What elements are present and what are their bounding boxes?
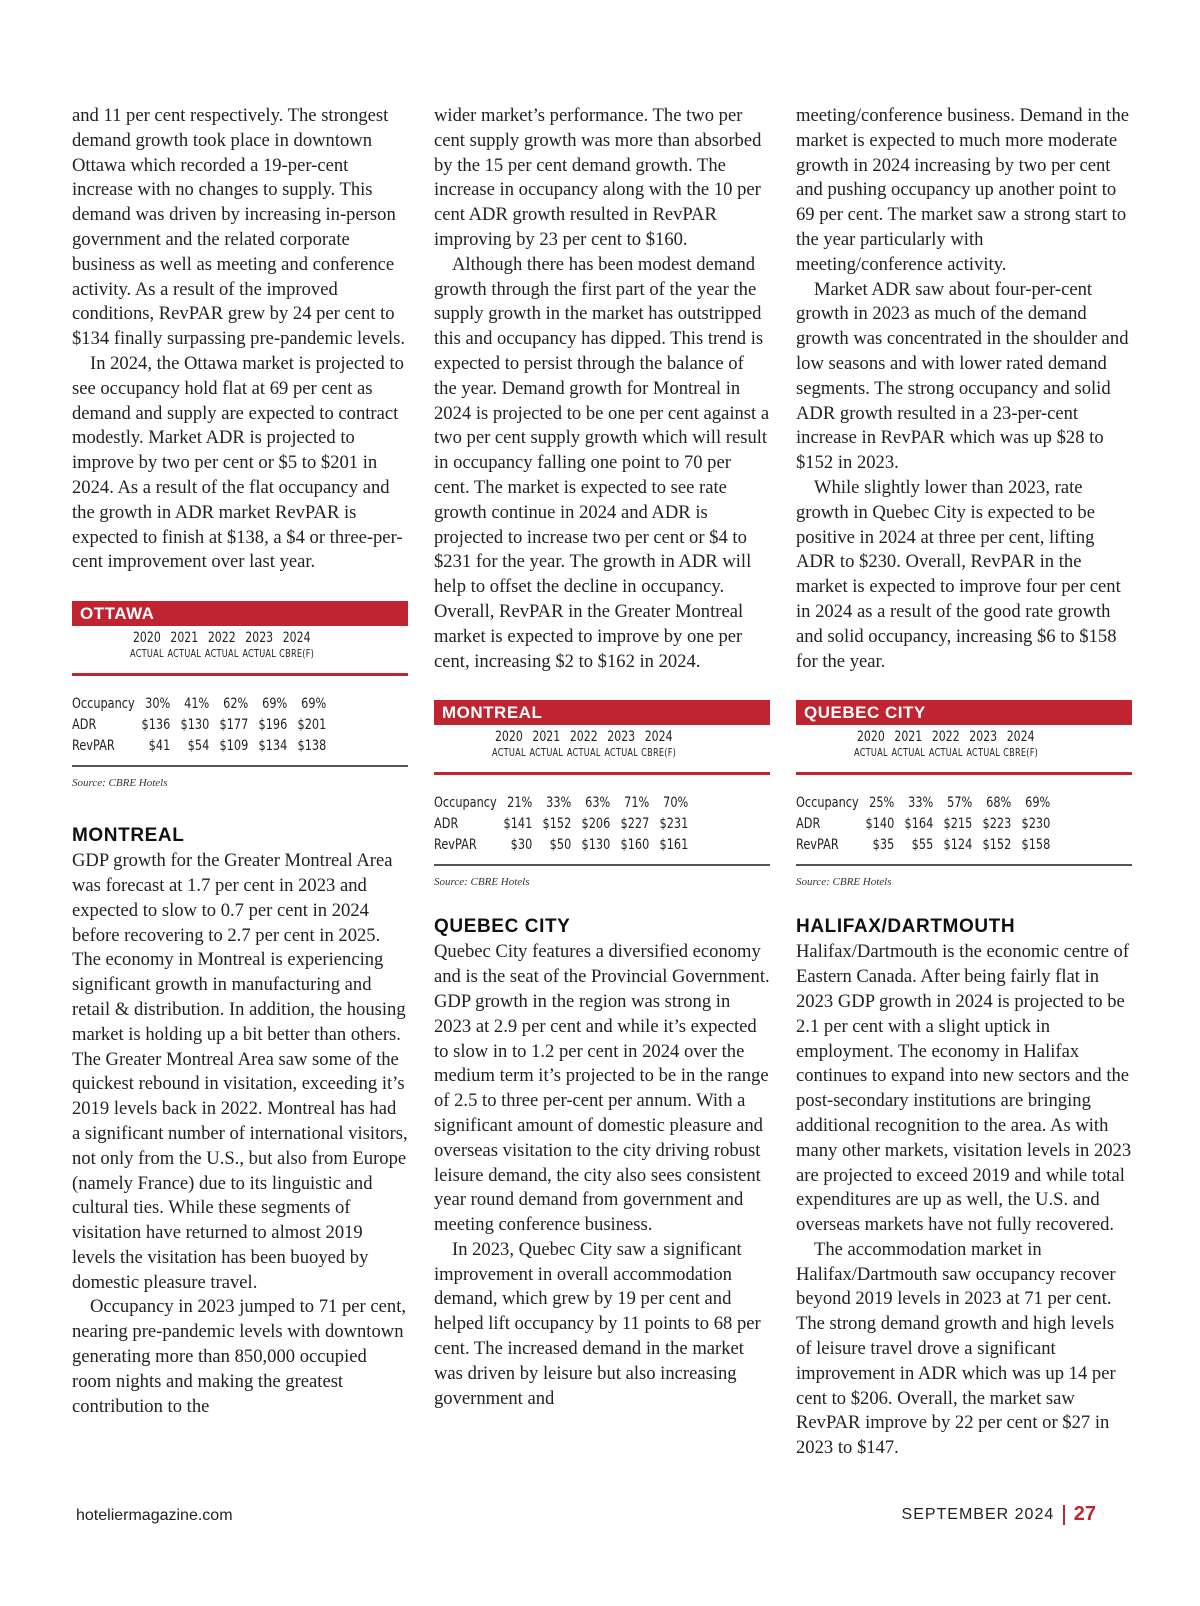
table-cell: $30 xyxy=(510,837,533,854)
table-row xyxy=(72,694,334,715)
table-cell: $196 xyxy=(258,717,288,734)
table-cell: $164 xyxy=(904,816,934,833)
table-year: 2023 xyxy=(969,729,998,746)
table-year: 2022 xyxy=(931,729,960,746)
column-1 xyxy=(72,104,408,1419)
table-row xyxy=(72,736,334,757)
table-label-row xyxy=(796,747,1058,762)
row-label: ADR xyxy=(434,816,459,833)
table-year: 2024 xyxy=(282,630,311,647)
table-cell: $134 xyxy=(258,738,288,755)
section-heading: MONTREAL xyxy=(72,825,185,847)
table-cell: $161 xyxy=(659,837,689,854)
table-bottom-rule xyxy=(796,864,1132,866)
paragraph: Quebec City features a diversified economy and is the seat of the Provincial Government. GDP growth in the region was strong in 2023 at 2.9 per cent and while it’s expected to slow in to 1.2 per cent in 2024 over the medium term it’s projected to be in the range of 2.5 to three per-cent per annum. With a significant amount of domestic pleasure and overseas visitation to the city driving robust leisure demand, the city also sees consistent year round demand from government and meeting conference business. xyxy=(434,941,770,1236)
table-row xyxy=(796,835,1058,856)
table-row xyxy=(434,814,696,835)
paragraph: Market ADR saw about four-per-cent growth in 2023 as much of the demand growth was concentrated in the shoulder and low seasons and with lower rated demand segments. The strong occupancy and solid ADR growth resulted in a 23-per-cent increase in RevPAR which was up $28 to $152 in 2023. xyxy=(796,278,1129,474)
table-cell: $201 xyxy=(297,717,327,734)
paragraph: Occupancy in 2023 jumped to 71 per cent, nearing pre-pandemic levels with downtown generating more than 850,000 occupied room nights and making the greatest contribution to the xyxy=(72,1296,407,1417)
table-cell: 69% xyxy=(301,696,327,713)
table-cell: $152 xyxy=(542,816,572,833)
footer-date: SEPTEMBER 2024 xyxy=(901,1505,1055,1523)
table-cell: $206 xyxy=(581,816,611,833)
row-label: Occupancy xyxy=(72,696,135,713)
table-row xyxy=(72,715,334,736)
paragraph: While slightly lower than 2023, rate growth in Quebec City is expected to be positive in 2024 at three per cent, lifting ADR to $230. Overall, RevPAR in the market is expected to improve four per cent in 2024 as a result of the good rate growth and solid occupancy, increasing $6 to $158 for the year. xyxy=(796,476,1121,672)
table-col-label: ACTUAL xyxy=(130,648,164,661)
table-row xyxy=(796,814,1058,835)
table-year-row xyxy=(796,729,1058,747)
footer-issue xyxy=(902,1503,1096,1526)
table-year: 2024 xyxy=(1006,729,1035,746)
table-source: Source: CBRE Hotels xyxy=(72,777,168,790)
paragraph: GDP growth for the Greater Montreal Area was forecast at 1.7 per cent in 2023 and expected to slow to 0.7 per cent in 2024 before recovering to 2.7 per cent in 2025. The economy in Montreal is experiencing significant growth in manufacturing and retail & distribution. In addition, the housing market is holding up a bit better than others. The Greater Montreal Area saw some of the quickest rebound in visitation, exceeding it’s 2019 levels back in 2022. Montreal has had a significant number of international visitors, not only from the U.S., but also from Europe (namely France) due to its linguistic and cultural ties. While these segments of visitation have returned to almost 2019 levels the visitation has been buoyed by domestic pleasure travel. xyxy=(72,850,408,1293)
table-year: 2020 xyxy=(132,630,161,647)
row-label: Occupancy xyxy=(796,795,859,812)
montreal-table xyxy=(434,700,770,888)
table-col-label: ACTUAL xyxy=(167,648,202,661)
table-col-label: ACTUAL xyxy=(966,747,1001,760)
quebec-city-table xyxy=(796,700,1132,888)
paragraph: wider market’s performance. The two per cent supply growth was more than absorbed by the 15 per cent demand growth. The increase in occupancy along with the 10 per cent ADR growth resulted in RevPAR improving by 23 per cent to $160. xyxy=(434,105,762,250)
footer-website[interactable]: hoteliermagazine.com xyxy=(76,1507,233,1524)
table-cell: 21% xyxy=(507,795,533,812)
paragraph: In 2023, Quebec City saw a significant improvement in overall accommodation demand, which grew by 19 per cent and helped lift occupancy by 11 points to 68 per cent. The increased demand in the market was driven by leisure but also increasing government and xyxy=(434,1238,761,1409)
column-3 xyxy=(796,104,1132,1461)
table-cell: $158 xyxy=(1021,837,1051,854)
table-year: 2022 xyxy=(569,729,598,746)
table-col-label: ACTUAL xyxy=(604,747,639,760)
paragraph: Halifax/Dartmouth is the economic centre of Eastern Canada. After being fairly flat in 2023 GDP growth in 2024 is projected to be 2.1 per cent with a slight uptick in employment. The economy in Halifax continues to expand into new sectors and the post-secondary institutions are bringing additional recognition to the area. As with many other markets, visitation levels in 2023 are projected to exceed 2019 and while total expenditures are up as well, the U.S. and overseas markets have not fully recovered. xyxy=(796,941,1132,1236)
table-cell: $215 xyxy=(943,816,973,833)
section-heading: HALIFAX/DARTMOUTH xyxy=(796,916,1016,938)
table-year: 2020 xyxy=(856,729,885,746)
paragraph: and 11 per cent respectively. The strongest demand growth took place in downtown Ottawa which recorded a 19-per-cent increase with no changes to supply. This demand was driven by increasing in-person government and the related corporate business as well as meeting and conference activity. As a result of the improved conditions, RevPAR grew by 24 per cent to $134 finally surpassing pre-pandemic levels. xyxy=(72,105,406,350)
table-year: 2021 xyxy=(532,729,561,746)
row-label: ADR xyxy=(72,717,97,734)
table-row xyxy=(434,793,696,814)
table-cell: $152 xyxy=(982,837,1012,854)
table-year-row xyxy=(434,729,696,747)
row-label: RevPAR xyxy=(72,738,115,755)
table-label-row xyxy=(72,648,334,663)
page-number: 27 xyxy=(1073,1503,1096,1525)
table-row xyxy=(434,835,696,856)
table-cell: 41% xyxy=(184,696,210,713)
table-cell: $54 xyxy=(187,738,210,755)
table-cell: $130 xyxy=(180,717,210,734)
table-year: 2020 xyxy=(494,729,523,746)
table-cell: 33% xyxy=(546,795,572,812)
table-row xyxy=(796,793,1058,814)
row-label: Occupancy xyxy=(434,795,497,812)
table-bottom-rule xyxy=(434,864,770,866)
table-cell: $177 xyxy=(219,717,249,734)
table-col-label: ACTUAL xyxy=(891,747,926,760)
table-col-label: CBRE(F) xyxy=(641,747,677,760)
table-source: Source: CBRE Hotels xyxy=(796,876,892,889)
table-rule xyxy=(796,772,1132,775)
table-cell: 57% xyxy=(947,795,973,812)
footer-divider xyxy=(1063,1505,1065,1525)
table-title: OTTAWA xyxy=(72,601,408,626)
table-year: 2022 xyxy=(207,630,236,647)
section-heading: QUEBEC CITY xyxy=(434,916,571,938)
table-cell: $223 xyxy=(982,816,1012,833)
table-col-label: ACTUAL xyxy=(204,648,239,661)
table-cell: $140 xyxy=(865,816,895,833)
table-year: 2024 xyxy=(644,729,673,746)
table-col-label: ACTUAL xyxy=(928,747,963,760)
table-cell: 70% xyxy=(663,795,689,812)
table-cell: $231 xyxy=(659,816,689,833)
column-2 xyxy=(434,104,770,1411)
table-col-label: ACTUAL xyxy=(854,747,888,760)
paragraph: meeting/conference business. Demand in the market is expected to much more moderate growth in 2024 increasing by two per cent and pushing occupancy up another point to 69 per cent. The market saw a strong start to the year particularly with meeting/conference activity. xyxy=(796,105,1130,275)
table-col-label: CBRE(F) xyxy=(1003,747,1039,760)
table-cell: 68% xyxy=(986,795,1012,812)
table-cell: $130 xyxy=(581,837,611,854)
table-cell: $109 xyxy=(219,738,249,755)
table-bottom-rule xyxy=(72,765,408,767)
table-cell: 63% xyxy=(585,795,611,812)
row-label: RevPAR xyxy=(796,837,839,854)
table-year: 2023 xyxy=(245,630,274,647)
paragraph: Although there has been modest demand growth through the first part of the year the supply growth in the market has outstripped this and occupancy has dipped. This trend is expected to persist through the balance of the year. Demand growth for Montreal in 2024 is projected to be one per cent against a two per cent supply growth which will result in occupancy falling one point to 70 per cent. The market is expected to see rate growth continue in 2024 and ADR is projected to increase two per cent or $4 to $231 for the year. The growth in ADR will help to offset the decline in occupancy. Overall, RevPAR in the Greater Montreal market is expected to improve by one per cent, increasing $2 to $162 in 2024. xyxy=(434,253,770,672)
table-cell: $141 xyxy=(503,816,533,833)
ottawa-table xyxy=(72,601,408,789)
paragraph: In 2024, the Ottawa market is projected to see occupancy hold flat at 69 per cent as demand and supply are expected to contract modestly. Market ADR is projected to improve by two per cent or $5 to $201 in 2024. As a result of the flat occupancy and the growth in ADR market RevPAR is expected to finish at $138, a $4 or three-per-cent improvement over last year. xyxy=(72,352,404,573)
table-rule xyxy=(72,673,408,676)
row-label: ADR xyxy=(796,816,821,833)
table-title: QUEBEC CITY xyxy=(796,700,1132,725)
table-label-row xyxy=(434,747,696,762)
table-cell: $227 xyxy=(620,816,650,833)
table-col-label: ACTUAL xyxy=(566,747,601,760)
table-cell: 62% xyxy=(223,696,249,713)
table-title: MONTREAL xyxy=(434,700,770,725)
table-cell: 25% xyxy=(869,795,895,812)
table-cell: 69% xyxy=(262,696,288,713)
table-cell: 33% xyxy=(908,795,934,812)
table-cell: $138 xyxy=(297,738,327,755)
table-cell: $41 xyxy=(148,738,171,755)
row-label: RevPAR xyxy=(434,837,477,854)
table-year: 2021 xyxy=(894,729,923,746)
table-cell: $50 xyxy=(549,837,572,854)
table-cell: $230 xyxy=(1021,816,1051,833)
table-cell: 71% xyxy=(624,795,650,812)
table-col-label: CBRE(F) xyxy=(279,648,315,661)
table-col-label: ACTUAL xyxy=(529,747,564,760)
table-year: 2023 xyxy=(607,729,636,746)
table-cell: $55 xyxy=(911,837,934,854)
table-year: 2021 xyxy=(170,630,199,647)
table-year-row xyxy=(72,630,334,648)
table-cell: $136 xyxy=(141,717,171,734)
table-cell: $124 xyxy=(943,837,973,854)
table-col-label: ACTUAL xyxy=(492,747,526,760)
table-rule xyxy=(434,772,770,775)
table-cell: $35 xyxy=(872,837,895,854)
table-cell: $160 xyxy=(620,837,650,854)
paragraph: The accommodation market in Halifax/Dartmouth saw occupancy recover beyond 2019 levels in 2023 at 71 per cent. The strong demand growth and high levels of leisure travel drove a significant improvement in ADR which was up 14 per cent to $206. Overall, the market saw RevPAR improve by 22 per cent or $27 in 2023 to $147. xyxy=(796,1238,1116,1459)
table-cell: 69% xyxy=(1025,795,1051,812)
table-source: Source: CBRE Hotels xyxy=(434,876,530,889)
table-col-label: ACTUAL xyxy=(242,648,277,661)
table-cell: 30% xyxy=(145,696,171,713)
